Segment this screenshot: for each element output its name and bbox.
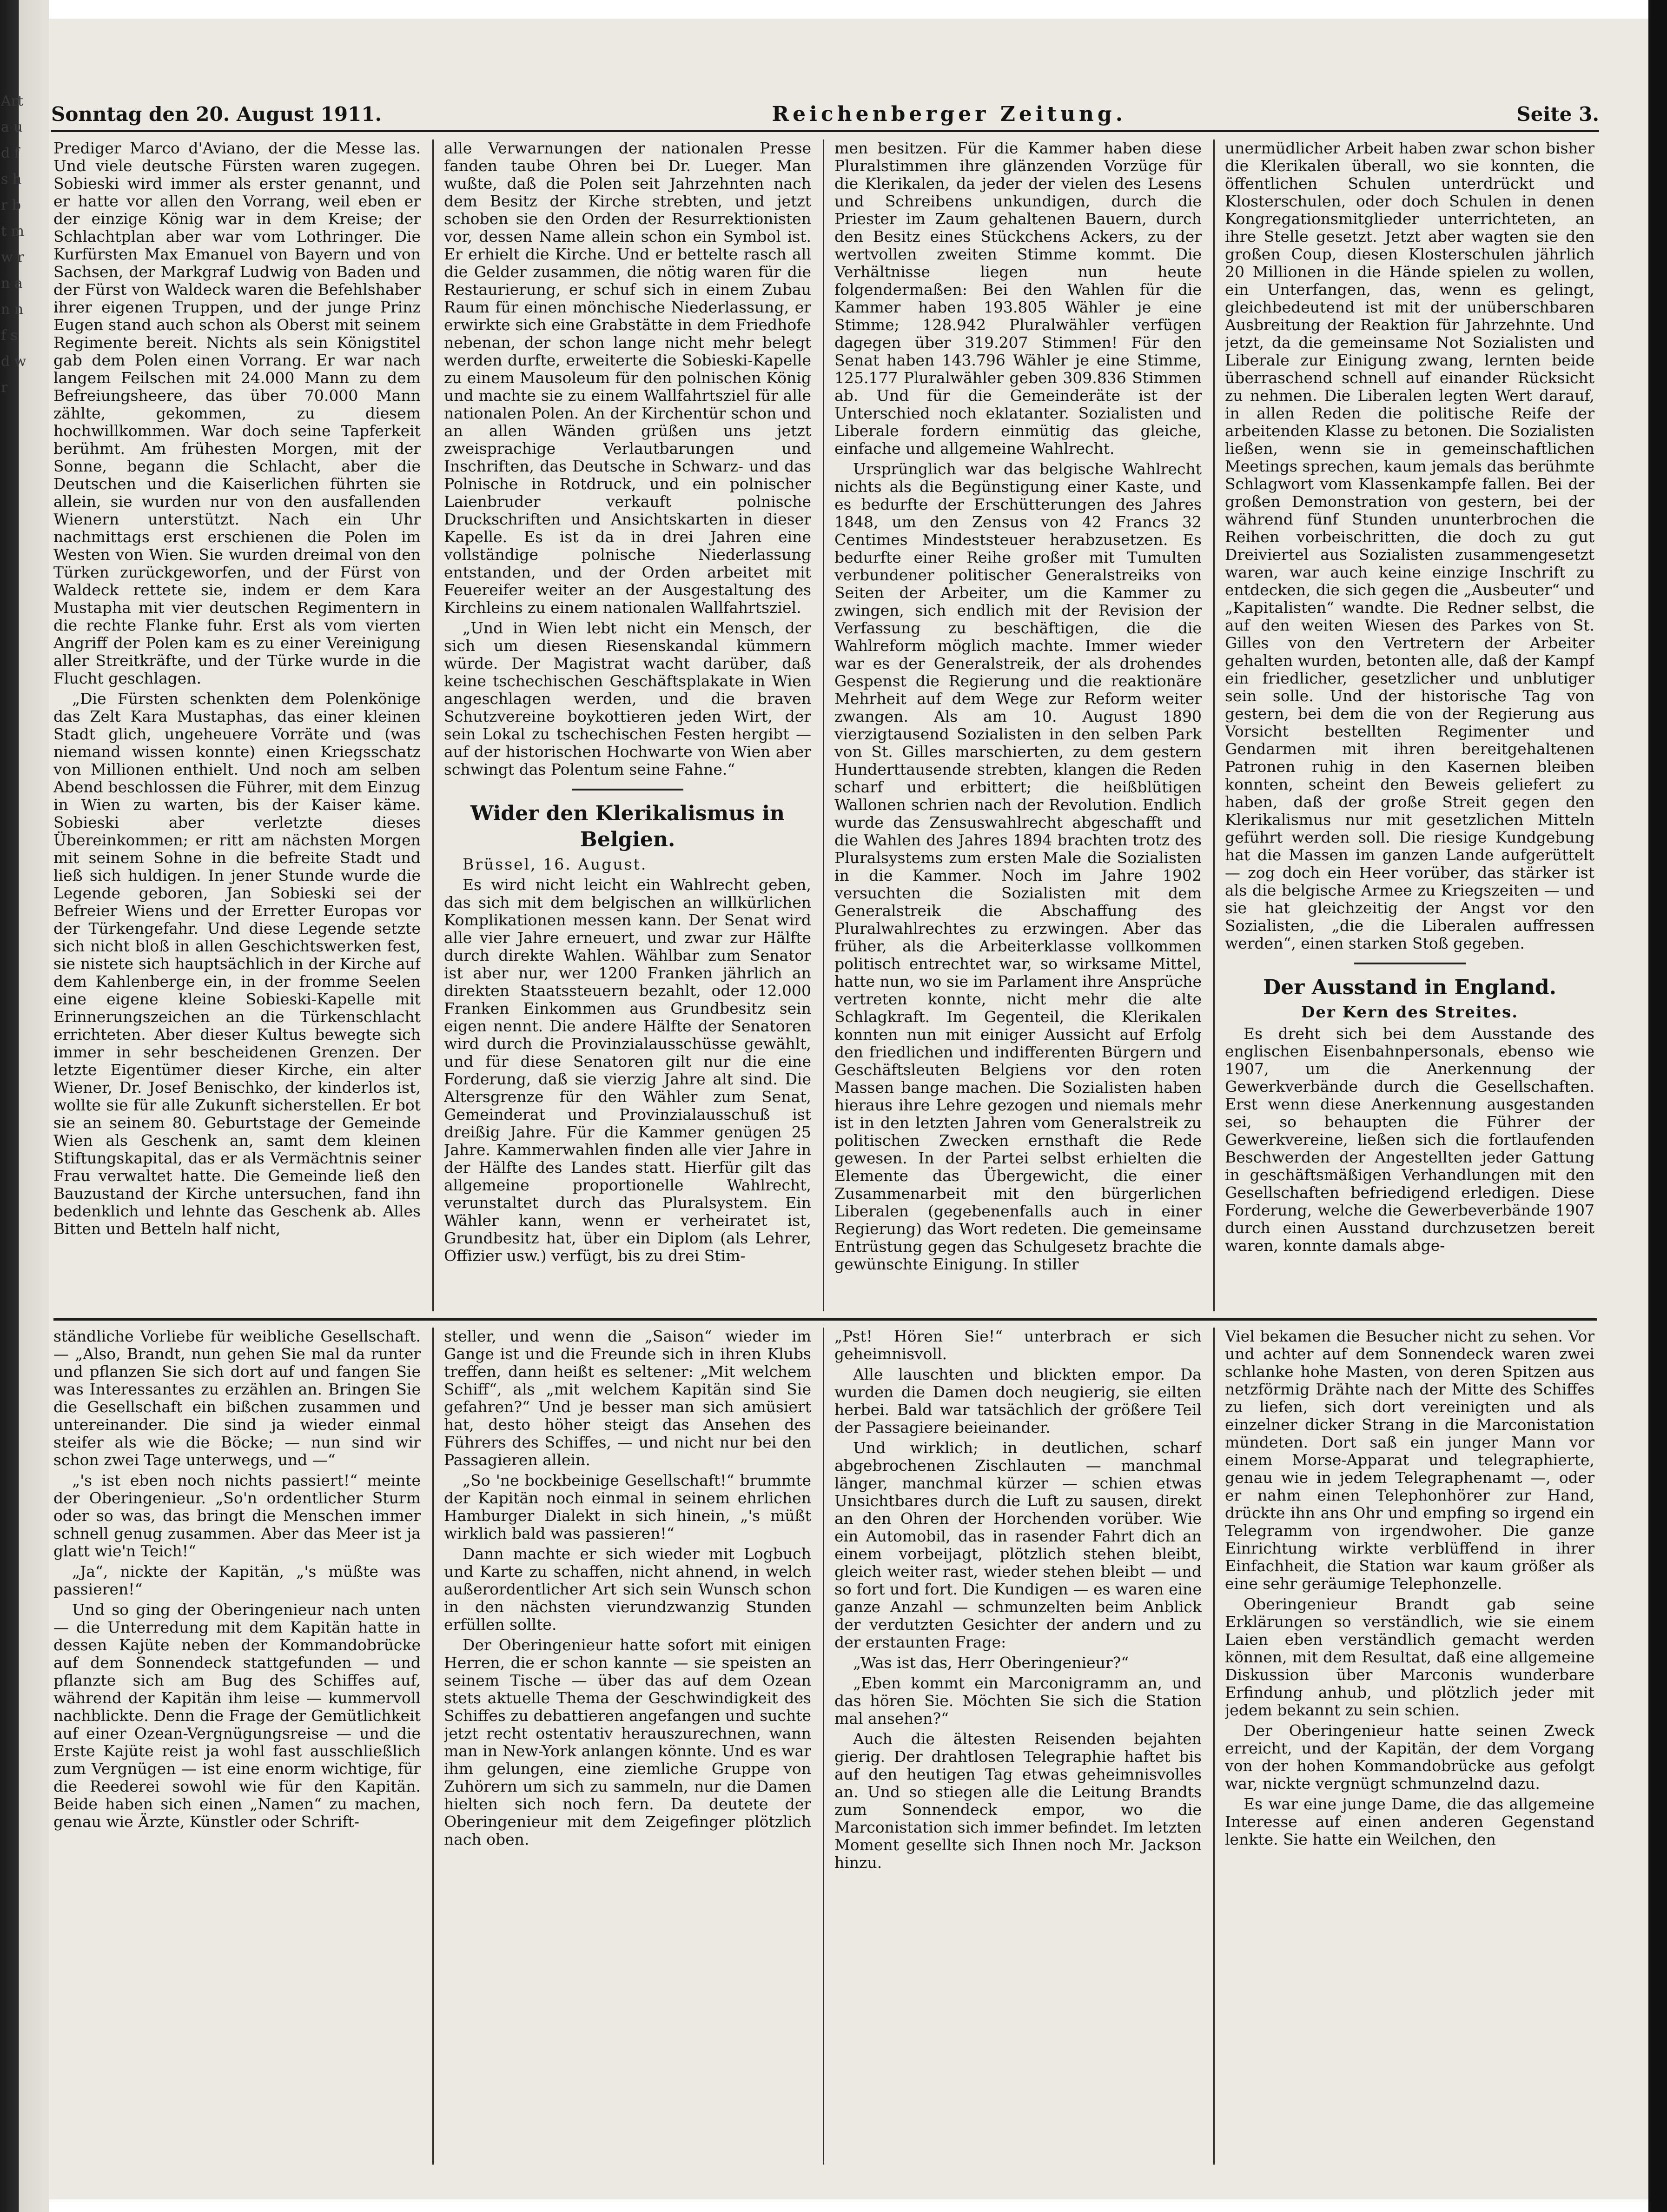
paragraph: Und wirklich; in deutlichen, scharf abgebrochenen Zischlauten — manchmal länger, manchmal kürzer — schien etwas Unsichtbares durch die Luft zu sausen, direkt an den Ohren der Horchenden vorüber. Wie ein Automobil, das in rasender Fahrt dich an einem vorbeijagt, plötzlich stehen bleibt, gleich weiter rast, wieder stehen bleibt — und so fort und fort. Die Kundigen — es waren eine ganze Anzahl — schmunzelten beim Anblick der verdutzten Gesichter der andern und zu der erstaunten Frage: [834,1439,1202,1651]
paragraph: Dann machte er sich wieder mit Logbuch und Karte zu schaffen, nicht ahnend, in welch außerordentlicher Art sich sein Wunsch schon in den nächsten vierundzwanzig Stunden erfüllen sollte. [444,1545,811,1634]
paragraph: „So 'ne bockbeinige Gesellschaft!“ brummte der Kapitän noch einmal in seinem ehrlichen Hamburger Dialekt in sich hinein, „'s müßt wirklich bald was passieren!“ [444,1471,811,1542]
paragraph: „Eben kommt ein Marconigramm an, und das hören Sie. Möchten Sie sich die Station mal ansehen?“ [834,1674,1202,1727]
paragraph: „Und in Wien lebt nicht ein Mensch, der sich um diesen Riesenskandal kümmern würde. Der Magistrat wacht darüber, daß keine tschechischen Geschäftsplakate in Wien angeschlagen werden, und die braven Schutzvereine boykottieren jeden Wirt, der sein Lokal zu tschechischen Festen hergibt — auf der historischen Hochwarte von Wien aber schwingt das Polentum seine Fahne.“ [444,619,811,778]
article-separator [572,789,683,790]
paragraph: steller, und wenn die „Saison“ wieder im Gange ist und die Freunde sich in ihren Klubs treffen, dann heißt es seltener: „Mit welchem Schiff“, als „mit welchem Kapitän sind Sie gefahren?“ Und je besser man sich amüsiert hat, desto höher steigt das Ansehen des Führers des Schiffes, — und nicht nur bei den Passagieren allein. [444,1328,811,1469]
right-scan-edge [1648,0,1667,2212]
paragraph: „Was ist das, Herr Oberingenieur?“ [853,1654,1129,1672]
column-divider [1213,1328,1215,2165]
page-number: Seite 3. [1516,102,1599,126]
headline-england: Der Ausstand in England. [1263,976,1556,999]
column-divider [432,139,434,1311]
left-margin-fragment: Art a u d f s h r b t m w r n a n n f s d w r [1,93,26,396]
paragraph: „Pst! Hören Sie!“ unterbrach er sich geheimnisvoll. [834,1328,1202,1363]
paragraph: Prediger Marco d'Aviano, der die Messe las. Und viele deutsche Fürsten waren zugegen. Sobieski wird immer als erster genannt, und er hatte vor allen den Vorrang, weil eben er der einzige König war in dem Kreise; der Schlachtplan aber war vom Lothringer. Die Kurfürsten Max Emanuel von Bayern und von Sachsen, der Markgraf Ludwig von Baden und der Fürst von Waldeck waren die Befehlshaber ihrer eigenen Truppen, und der junge Prinz Eugen stand auch schon als Oberst mit seinem Regimente bereit. Nichts als sein Königstitel gab dem Polen einen Vorrang. Er war nach langem Feilschen mit 24.000 Mann zu dem Befreiungsheere, das über 70.000 Mann zählte, gekommen, zu diesem hochwillkommen. War doch seine Tapferkeit berühmt. Am frühesten Morgen, mit der Sonne, begann die Schlacht, aber die Deutschen und die Kaiserlichen führten sie allein, sie wurden nur von den ausfallenden Wienern unterstützt. Nach ein Uhr nachmittags erst erschienen die Polen im Westen von Wien. Sie wurden dreimal von den Türken zurückgeworfen, und der Fürst von Waldeck rettete sie, indem er dem Kara Mustapha mit vier deutschen Regimentern in die rechte Flanke fuhr. Erst als vom vierten Angriff der Polen kam es zu einer Vereinigung aller Streitkräfte, und der Türke wurde in die Flucht geschlagen. [53,139,421,687]
paragraph: ständliche Vorliebe für weibliche Gesellschaft. — „Also, Brandt, nun gehen Sie mal da runter und pflanzen Sie sich dort auf und fangen Sie was Interessantes zu erzählen an. Bringen Sie die Gesellschaft ein bißchen zusammen und untereinander. Die sind ja wieder einmal steifer als wie die Böcke; — nun sind wir schon zwei Tage unterwegs, und —“ [53,1328,421,1469]
column-2-upper [444,139,811,1311]
feuilleton-rule [53,1318,1597,1321]
subheadline: Der Kern des Streites. [1301,1003,1519,1022]
paragraph: alle Verwarnungen der nationalen Presse fanden taube Ohren bei Dr. Lueger. Man wußte, daß die Polen seit Jahrzehnten nach dem Besitz der Kirche strebten, und jetzt schoben sie den Orden der Resurrektionisten vor, dessen Name allein schon ein Symbol ist. Er erhielt die Kirche. Und er bettelte rasch all die Gelder zusammen, die nötig waren für die Restaurierung, er schuf sich in einem Zubau Raum für einen mönchische Niederlassung, er erwirkte sich eine Grabstätte in dem Friedhofe nebenan, der schon lange nicht mehr belegt werden durfte, erweiterte die Sobieski-Kapelle zu einem Mausoleum für den polnischen König und machte sie zu einem Wallfahrtsziel für alle nationalen Polen. An der Kirchentür schon und an allen Wänden grüßen uns jetzt zweisprachige Verlautbarungen und Inschriften, das Deutsche in Schwarz- und das Polnische in Rotdruck, und ein polnischer Laienbruder verkauft polnische Druckschriften und Ansichtskarten in dieser Kapelle. Es ist da in drei Jahren eine vollständige polnische Niederlassung entstanden, und der Orden arbeitet mit Feuereifer weiter an der Ausgestaltung des Kirchleins zu einem nationalen Wallfahrtsziel. [444,139,811,617]
story-column-2 [444,1328,811,2165]
paragraph: men besitzen. Für die Kammer haben diese Pluralstimmen ihre glänzenden Vorzüge für die Klerikalen, da jeder der vielen des Lesens und Schreibens unkundigen, durch die Priester im Zaum gehaltenen Bauern, durch den Besitz eines Stückchens Ackers, zu der wertvollen zweiten Stimme kommt. Die Verhältnisse liegen nun heute folgendermaßen: Bei den Wahlen für die Kammer haben 193.805 Wähler je eine Stimme; 128.942 Pluralwähler verfügen dagegen über 319.207 Stimmen! Für den Senat haben 143.796 Wähler je eine Stimme, 125.177 Pluralwähler geben 309.836 Stimmen ab. Und für die Gemeinderäte ist der Unterschied noch eklatanter. Sozialisten und Liberale fordern einmütig das gleiche, einfache und allgemeine Wahlrecht. [834,139,1202,458]
column-divider [1213,139,1215,1311]
paragraph: Auch die ältesten Reisenden bejahten gierig. Der drahtlosen Telegraphie haftet bis auf den heutigen Tag etwas geheimnisvolles an. Und so stiegen alle die Leitung Brandts zum Sonnendeck empor, wo die Marconistation sich immer befindet. Im letzten Moment gesellte sich Ihnen noch Mr. Jackson hinzu. [834,1730,1202,1872]
page-header [51,98,1599,132]
paragraph: Viel bekamen die Besucher nicht zu sehen. Vor und achter auf dem Sonnendeck waren zwei schlanke hohe Masten, von deren Spitzen aus netzförmig Drähte nach der Mitte des Schiffes zu liefen, sich dort vereinigten und als einzelner dicker Strang in die Marconistation mündeten. Dort saß ein junger Mann vor einem Morse-Apparat und telegraphierte, genau wie in jedem Telegraphenamt —, oder er nahm einen Telephonhörer zur Hand, drückte ihn ans Ohr und empfing so irgend ein Telegramm von irgendwoher. Die ganze Einrichtung wirkte verblüffend in ihrer Einfachheit, die Station war kaum größer als eine sehr geräumige Telephonzelle. [1225,1328,1594,1593]
newspaper-title: Reichenberger Zeitung. [772,102,1127,126]
paragraph: Oberingenieur Brandt gab seine Erklärungen so verständlich, wie sie einem Laien eben verständlich gemacht werden können, mit dem Resultat, daß eine allgemeine Diskussion über Marconis wunderbare Erfindung anhub, und plötzlich jeder mit jedem bekannt zu sein schien. [1225,1595,1594,1719]
paragraph: Und so ging der Oberingenieur nach unten — die Unterredung mit dem Kapitän hatte in dessen Kajüte neben der Kommandobrücke auf dem Sonnendeck stattgefunden — und pflanzte sich am Bug des Schiffes auf, während der Kapitän ihm leise — kummervoll nachblickte. Denn die Frage der Gemütlichkeit auf einer Ozean-Vergnügungsreise — und die Erste Kajüte reist ja wohl fast ausschließlich zum Vergnügen — ist eine enorm wichtige, für die Reederei sowohl wie für den Kapitän. Beide haben sich einen „Namen“ zu machen, genau wie Ärzte, Künstler oder Schrift- [53,1601,421,1831]
paragraph: „Ja“, nickte der Kapitän, „'s müßte was passieren!“ [53,1562,421,1598]
column-divider [432,1328,434,2165]
header-date: Sonntag den 20. August 1911. [51,102,382,126]
story-column-1 [53,1328,421,2165]
column-divider [823,1328,824,2165]
paragraph: Alle lauschten und blickten empor. Da wurden die Damen doch neugierig, sie eilten herbei. Bald war tatsächlich der größere Teil der Passagiere beieinander. [834,1365,1202,1436]
paragraph: Der Oberingenieur hatte sofort mit einigen Herren, die er schon kannte — sie speisten an seinem Tische — über das auf dem Ozean stets aktuelle Thema der Geschwindigkeit des Schiffes zu debattieren angefangen und suchte jetzt recht ostentativ herauszurechnen, wann man in New-York anlangen könnte. Und es war ihm gelungen, eine ziemliche Gruppe von Zuhörern um sich zu sammeln, nur die Damen hielten sich noch fern. Da deutete der Oberingenieur mit dem Zeigefinger plötzlich nach oben. [444,1636,811,1848]
headline-belgien: Wider den Klerikalismus in Belgien. [470,802,785,851]
story-column-4 [1225,1328,1594,2165]
article-separator [1354,963,1466,964]
paragraph: „'s ist eben noch nichts passiert!“ meinte der Oberingenieur. „So'n ordentlicher Sturm oder so was, das bringt die Menschen immer schnell genug zusammen. Aber das Meer ist ja glatt wie'n Teich!“ [53,1471,421,1560]
column-4-upper [1225,139,1594,1311]
paragraph: Es war eine junge Dame, die das allgemeine Interesse auf einen anderen Gegenstand lenkte. Sie hatte ein Weilchen, den [1225,1795,1594,1848]
column-divider [823,139,824,1311]
column-3-upper [834,139,1202,1311]
paragraph: Es wird nicht leicht ein Wahlrecht geben, das sich mit dem belgischen an willkürlichen Komplikationen messen kann. Der Senat wird alle vier Jahre erneuert, und zwar zur Hälfte durch direkte Wahlen. Wählbar zum Senator ist aber nur, wer 1200 Franken jährlich an direkten Staatssteuern bezahlt, oder 12.000 Franken Einkommen aus Grundbesitz sein eigen nennt. Die andere Hälfte der Senatoren wird durch die Provinzialausschüsse gewählt, und für diese Senatoren gilt nur die eine Forderung, daß sie vierzig Jahre alt sind. Die Altersgrenze für den Wähler zum Senat, Gemeinderat und Provinzialausschuß ist dreißig Jahre. Für die Kammer genügen 25 Jahre. Kammerwahlen finden alle vier Jahre in der Hälfte des Landes statt. Hierfür gilt das allgemeine proportionelle Wahlrecht, verunstaltet durch das Pluralsystem. Ein Wähler kann, wenn er verheiratet ist, Grundbesitz hat, über ein Diplom (als Lehrer, Offizier usw.) verfügt, bis zu drei Stim- [444,876,811,1265]
paragraph: Der Oberingenieur hatte seinen Zweck erreicht, und der Kapitän, der dem Vorgang von der hohen Kommandobrücke aus gefolgt war, nickte vergnügt schmunzelnd dazu. [1225,1721,1594,1793]
left-binding-edge [0,0,49,2212]
column-1-upper [53,139,421,1311]
paragraph: „Die Fürsten schenkten dem Polenkönige das Zelt Kara Mustaphas, das einer kleinen Stadt glich, ungeheuere Vorräte und (was niemand wissen konnte) einen Kriegsschatz von Millionen enthielt. Und noch am selben Abend beschlossen die Führer, mit dem Einzug in Wien zu warten, bis der Kaiser käme. Sobieski aber verletzte dieses Übereinkommen; er ritt am nächsten Morgen mit seinem Sohne in die befreite Stadt und ließ sich huldigen. In jener Stunde wurde die Legende geboren, Jan Sobieski sei der Befreier Wiens und der Erretter Europas vor der Türkengefahr. Und diese Legende setzte sich nicht bloß in allen Geschichtswerken fest, sie nistete sich hauptsächlich in der Kirche auf dem Kahlenberge ein, in der fromme Seelen eine eigene kleine Sobieski-Kapelle mit Erinnerungszeichen an die Türkenschlacht errichteten. Aber dieser Kultus bewegte sich immer in sehr bescheidenen Grenzen. Der letzte Eigentümer dieser Kirche, ein alter Wiener, Dr. Josef Benischko, der kinderlos ist, wollte sie für alle Zukunft sicherstellen. Er bot sie an seinem 80. Geburtstage der Gemeinde Wien als Geschenk an, samt dem kleinen Stiftungskapital, das er als Vermächtnis seiner Frau verwaltet hatte. Die Gemeinde ließ den Bauzustand der Kirche untersuchen, fand ihn bedenklich und lehnte das Geschenk ab. Alles Bitten und Betteln half nicht, [53,690,421,1238]
story-column-3 [834,1328,1202,2165]
paragraph: Ursprünglich war das belgische Wahlrecht nichts als die Begünstigung einer Kaste, und es bedurfte der Erschütterungen des Jahres 1848, um den Zensus von 42 Francs 32 Centimes Mindeststeuer herabzusetzen. Es bedurfte einer Reihe großer mit Tumulten verbundener politischer Generalstreiks von Seiten der Arbeiter, um die Kammer zu zwingen, sich endlich mit der Revision der Verfassung zu beschäftigen, die die Wahlreform möglich machte. Immer wieder war es der Generalstreik, der als drohendes Gespenst die Regierung und die reaktionäre Mehrheit auf dem Wege zur Reform weiter zwangen. Als am 10. August 1890 vierzigtausend Sozialisten in den selben Park von St. Gilles marschierten, zu dem gestern Hunderttausende strebten, klangen die Reden scharf und erbittert; die heißblütigen Wallonen schrien nach der Revolution. Endlich wurde das Zensuswahlrecht abgeschafft und die Wahlen des Jahres 1894 brachten trotz des Pluralsystems zum ersten Male die Sozialisten in die Kammer. Noch im Jahre 1902 versuchten die Sozialisten mit dem Generalstreik die Abschaffung des Pluralwahlrechtes zu erzwingen. Aber das früher, als die Arbeiterklasse vollkommen politisch entrechtet war, so wirksame Mittel, hatte nun, wo sie im Parlament ihre Ansprüche vertreten konnte, nicht mehr die alte Schlagkraft. Im Gegenteil, die Klerikalen konnten nun mit einiger Aussicht auf Erfolg den friedlichen und indifferenten Bürgern und Geschäftsleuten Belgiens vor den roten Massen bange machen. Die Sozialisten haben hieraus ihre Lehre gezogen und niemals mehr ist in den letzten Jahren vom Generalstreik zu politischen Zwecken ernsthaft die Rede gewesen. In der Partei selbst erhielten die Elemente das Übergewicht, die einer Zusammenarbeit mit den bürgerlichen Liberalen (gegebenenfalls auch in einer Regierung) das Wort redeten. Die gemeinsame Entrüstung gegen das Schulgesetz brachte die gewünschte Einigung. In stiller [834,460,1202,1273]
dateline: Brüssel, 16. August. [463,855,648,873]
paragraph: Es dreht sich bei dem Ausstande des englischen Eisenbahnpersonals, ebenso wie 1907, um die Anerkennung der Gewerkverbände durch die Gesellschaften. Erst wenn diese Anerkennung ausgestanden sei, so behaupten die Führer der Gewerkvereine, ließen sich die fortlaufenden Beschwerden der Angestellten jeder Gattung in geschäftsmäßigen Verhandlungen mit den Gesellschaften befriedigend erledigen. Diese Forderung, welche die Gewerbeverbände 1907 durch einen Ausstand durchzusetzen bereit waren, konnte damals abge- [1225,1024,1594,1255]
paragraph: unermüdlicher Arbeit haben zwar schon bisher die Klerikalen überall, wo sie konnten, die öffentlichen Schulen unterdrückt und Klosterschulen, oder doch Schulen in denen Kongregationsmitglieder unterrichteten, an ihre Stelle gesetzt. Jetzt aber wagten sie den großen Coup, diesen Klosterschulen jährlich 20 Millionen in die Hände spielen zu wollen, ein Unterfangen, das, wenn es gelingt, gleichbedeutend ist mit der unüberschbaren Ausbreitung der Reaktion für Jahrzehnte. Und jetzt, da die gemeinsame Not Sozialisten und Liberale zur Einigung zwang, lernten beide überraschend schnell auf einander Rücksicht zu nehmen. Die Liberalen legten Wert darauf, in allen Reden die politische Reife der arbeitenden Klasse zu betonen. Die Sozialisten ließen, wenn sie in gemeinschaftlichen Meetings sprechen, kaum jemals das berühmte Schlagwort vom Klassenkampfe fallen. Bei der großen Demonstration von gestern, bei der während fünf Stunden ununterbrochen die Reihen vorbeischritten, die doch zu gut Dreiviertel aus Sozialisten zusammengesetzt waren, war auch keine einzige Inschrift zu entdecken, die sich gegen die „Ausbeuter“ und „Kapitalisten“ wandte. Die Redner selbst, die auf den weiten Wiesen des Parkes von St. Gilles von den Vertretern der Arbeiter gehalten wurden, betonten alle, daß der Kampf ein friedlicher, gesetzlicher und unblutiger sein solle. Und der historische Tag von gestern, bei dem die von der Regierung aus Vorsicht bestellten Regimenter und Gendarmen mit ihren bereitgehaltenen Patronen ruhig in den Kasernen bleiben konnten, scheint den Beweis geliefert zu haben, daß der große Streit gegen den Klerikalismus nur mit gesetzlichen Mitteln geführt werden soll. Die riesige Kundgebung hat die Massen im ganzen Lande aufgerüttelt — zog doch ein Heer vorüber, das stärker ist als die belgische Armee zu Kriegszeiten — und sie hat gleichzeitig der Angst vor den Sozialisten, „die die Liberalen auffressen werden“, einen starken Stoß gegeben. [1225,139,1594,952]
